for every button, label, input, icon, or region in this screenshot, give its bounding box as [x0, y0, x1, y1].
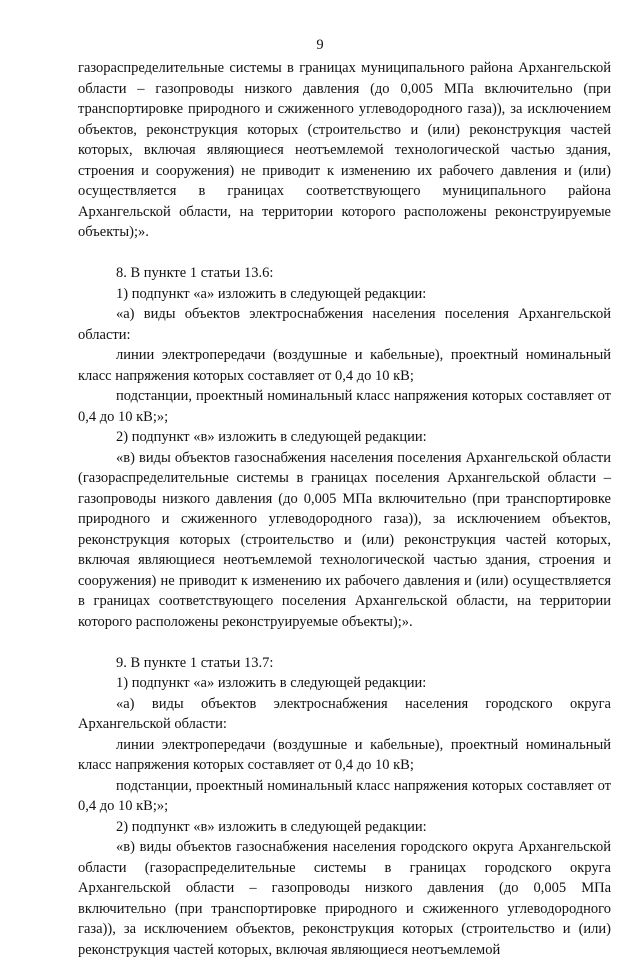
paragraph-p5: подстанции, проектный номинальный класс напряжения которых составляет от 0,4 до 10 кВ;»;	[78, 388, 611, 425]
paragraph-gap	[78, 632, 611, 653]
paragraph-p8: 9. В пункте 1 статьи 13.7:	[116, 654, 274, 671]
paragraph-p0: газораспределительные системы в границах муниципального района Архангельской области – газопроводы низкого давления (до 0,005 МПа включительно (при транспортировке природного и сжиженного углеводородного газа)), за исключением объектов, реконструкция которых (строительство и (или) реконструкция частей которых, включая являющиеся неотъемлемой технологической частью здания, строения и сооружения) не приводит к изменению их рабочего давления и (или) осуществляется в границах соответствующего муниципального района Архангельской области, на территории которого расположены реконструируемые объекты);».	[78, 60, 611, 240]
paragraph-gap	[78, 243, 611, 264]
paragraph-p6: 2) подпункт «в» изложить в следующей редакции:	[116, 429, 427, 445]
paragraph-p14: «в) виды объектов газоснабжения населения городского округа Архангельской области (газораспределительные системы в границах городского округа Архангельской области – газопроводы низкого давления (до 0,005 МПа включительно (при транспортировке природного и сжиженного углеводородного газа)), за исключением объектов, реконструкция которых (строительство и (или) реконструкция частей которых, включая являющиеся неотъемлемой	[78, 839, 611, 958]
paragraph-p4: линии электропередачи (воздушные и кабельные), проектный номинальный класс напряжения которых составляет от 0,4 до 10 кВ;	[78, 347, 611, 384]
document-body	[78, 58, 611, 960]
paragraph-p9: 1) подпункт «а» изложить в следующей редакции:	[116, 675, 427, 691]
paragraph-p2: 1) подпункт «а» изложить в следующей редакции:	[116, 285, 427, 302]
paragraph-p11: линии электропередачи (воздушные и кабельные), проектный номинальный класс напряжения которых составляет от 0,4 до 10 кВ;	[78, 736, 611, 773]
page-number: 9	[316, 37, 324, 53]
paragraph-p1: 8. В пункте 1 статьи 13.6:	[116, 265, 274, 281]
paragraph-p3: «а) виды объектов электроснабжения населения поселения Архангельской области:	[78, 306, 611, 343]
paragraph-p13: 2) подпункт «в» изложить в следующей редакции:	[116, 818, 427, 835]
paragraph-p7: «в) виды объектов газоснабжения населения поселения Архангельской области (газораспределительные системы в границах поселения Архангельской области – газопроводы низкого давления (до 0,005 МПа включительно (при транспортировке природного и сжиженного углеводородного газа)), за исключением объектов, реконструкция которых (строительство и (или) реконструкция частей которых, включая являющиеся неотъемлемой технологической частью здания, строения и сооружения) не приводит к изменению их рабочего давления и (или) осуществляется в границах соответствующего поселения Архангельской области, на территории которого расположены реконструируемые объекты);».	[78, 449, 611, 630]
paragraph-p10: «а) виды объектов электроснабжения населения городского округа Архангельской области:	[78, 695, 611, 732]
paragraph-p12: подстанции, проектный номинальный класс напряжения которых составляет от 0,4 до 10 кВ;»;	[78, 777, 611, 814]
